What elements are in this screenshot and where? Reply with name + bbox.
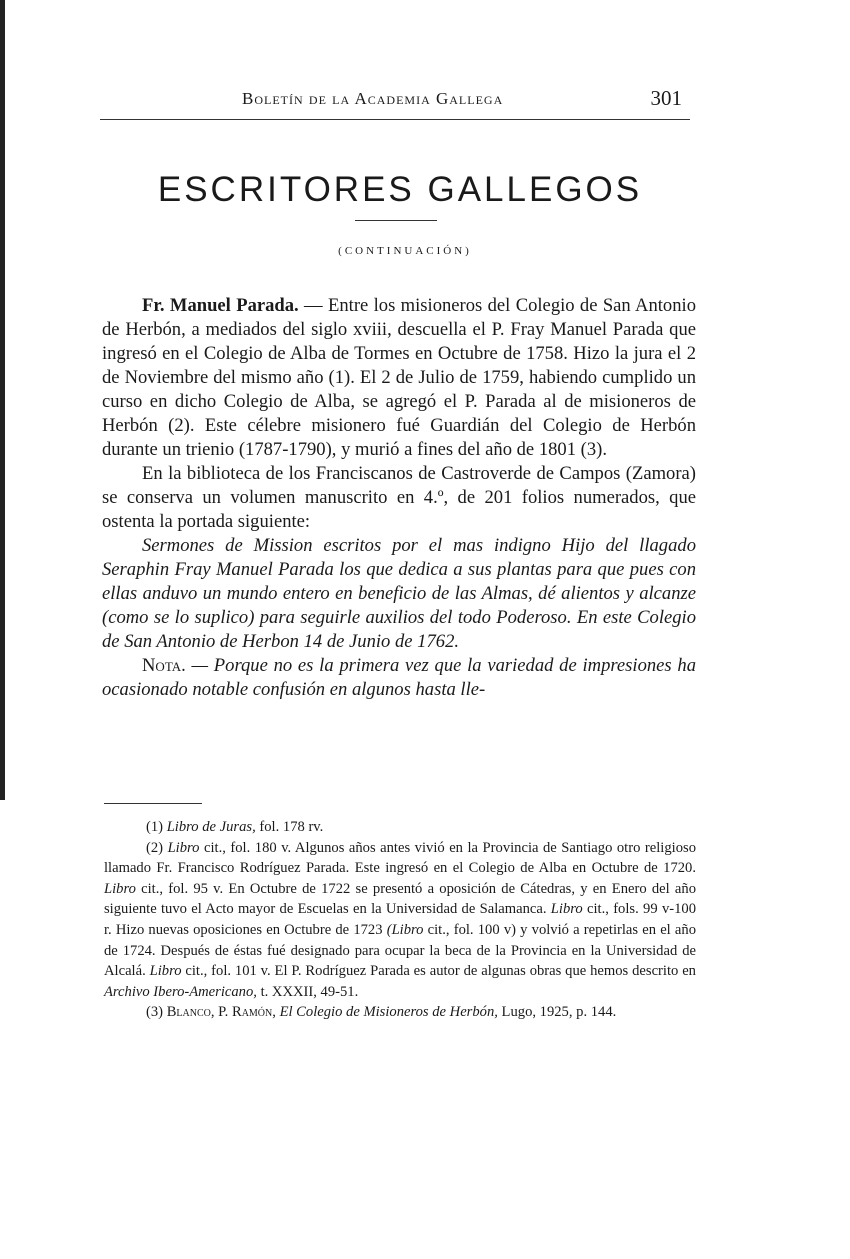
footnote-rule [104, 803, 202, 804]
author-name: Fr. Manuel Parada. [142, 295, 299, 316]
footnote-2-text-c: cit., fols. 99 v-100 r. Hizo nuevas oposiciones en Octubre de 1723 [104, 901, 696, 938]
paragraph-4-note [102, 654, 696, 702]
footnote-3-number: (3) [146, 1004, 164, 1021]
footnote-3-text: Lugo, 1925, p. 144. [497, 1004, 617, 1021]
title-rule [355, 220, 437, 221]
footnote-2-text-b: cit., fol. 95 v. En Octubre de 1722 se presentó a oposición de Cátedras, y en Enero del año siguiente tuvo el Acto mayor de Escuelas en la Universidad de Salamanca. [104, 880, 696, 918]
note-label: Nota. [142, 655, 186, 676]
footnote-2-source-b: Libro [104, 880, 136, 897]
note-text: — Porque no es la primera vez que la variedad de impresiones ha ocasionado notable confusión en algunos hasta lle- [102, 655, 696, 700]
footnote-3-author: Blanco, P. Ramón, [166, 1004, 276, 1021]
footnote-1-source: Libro de Juras, [166, 819, 256, 835]
footnote-2-text-f: t. XXXII, 49-51. [256, 983, 359, 1000]
header-rule [100, 119, 690, 120]
footnote-3 [104, 1002, 696, 1023]
paragraph-3-quote [102, 534, 696, 654]
footnote-1 [104, 817, 696, 838]
running-title: Boletín de la Academia Gallega [242, 89, 504, 108]
article-title: ESCRITORES GALLEGOS [157, 170, 643, 209]
footnote-3-title: El Colegio de Misioneros de Herbón, [279, 1004, 498, 1021]
running-header [100, 86, 690, 122]
footnotes [104, 817, 696, 1023]
footnote-2-source-a: Libro [167, 839, 200, 856]
footnote-2-text-e: cit., fol. 101 v. El P. Rodríguez Parada es autor de algunas obras que hemos descrito en [181, 963, 696, 980]
footnote-2-number: (2) [146, 839, 164, 856]
footnote-1-number: (1) [146, 819, 164, 835]
article-subtitle: (CONTINUACIÓN) [338, 245, 472, 257]
footnote-2-source-e: Libro [149, 963, 182, 980]
footnote-1-text: fol. 178 rv. [255, 819, 324, 835]
body-text [102, 294, 696, 702]
manuscript-title: Sermones de Mission escritos por el mas indigno Hijo del llagado Seraphin Fray Manuel Parada los que dedica a sus plantas para que pues con ellas anduvo un mundo entero en beneficio de las Almas, dé alientos y alcanze (como se lo suplico) para seguirle auxilios del todo Poderoso. En este Colegio de San Antonio de Herbon 14 de Junio de 1762. [102, 535, 696, 652]
footnote-2-text-d: cit., fol. 100 v) y volvió a repetirlas en el año de 1724. Después de éstas fué designado para ocupar la beca de la Provincia en la Universidad de Alcalá. [104, 921, 696, 980]
paragraph-1 [102, 294, 696, 462]
footnote-2-source-d: (Libro [386, 921, 424, 938]
paragraph-1-text: — Entre los misioneros del Colegio de San Antonio de Herbón, a mediados del siglo xviii, descuella el P. Fray Manuel Parada que ingresó en el Colegio de Alba de Tormes en Octubre de 1758. Hizo la jura el 2 de Noviembre del mismo año (1). El 2 de Julio de 1759, habiendo cumplido un curso en dicho Colegio de Alba, se agregó el P. Parada al de misioneros de Herbón (2). Este célebre misionero fué Guardián del Colegio de Herbón durante un trienio (1787-1790), y murió a fines del año de 1801 (3). [102, 295, 696, 460]
footnote-2 [104, 838, 696, 1003]
footnote-2-source-c: Libro [550, 901, 583, 918]
footnote-2-journal: Archivo Ibero-Americano, [104, 983, 257, 1000]
paragraph-2: En la biblioteca de los Franciscanos de Castroverde de Campos (Zamora) se conserva un volumen manuscrito en 4.º, de 201 folios numerados, que ostenta la portada siguiente: [102, 463, 696, 532]
footnote-2-text-a: cit., fol. 180 v. Algunos años antes vivió en la Provincia de Santiago otro religioso llamado Fr. Francisco Rodríguez Parada. Este ingresó en el Colegio de Alba en Octubre de 1720. [104, 839, 696, 877]
page-number: 301 [650, 86, 682, 110]
scan-edge [0, 0, 5, 800]
